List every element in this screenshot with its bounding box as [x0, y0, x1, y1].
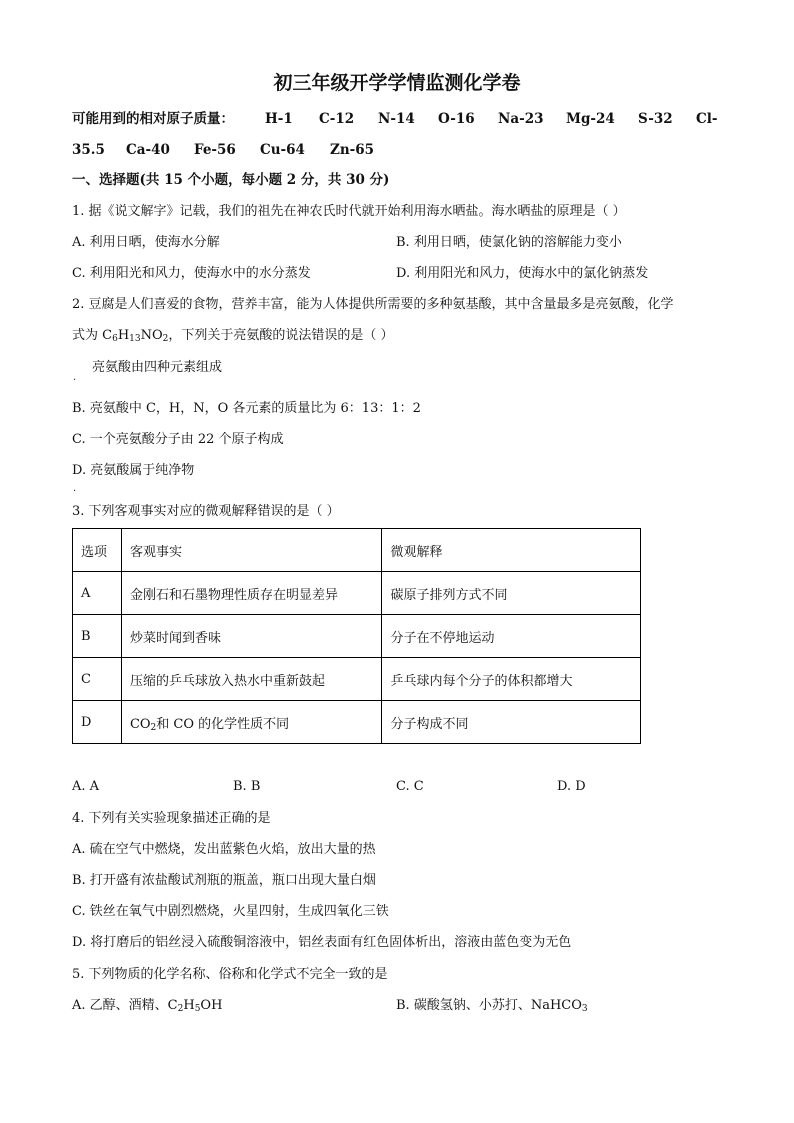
- question-4-option-a: A. 硫在空气中燃烧，发出蓝紫色火焰，放出大量的热: [72, 842, 376, 857]
- section-heading: 一、选择题(共 15 个小题，每小题 2 分，共 30 分): [72, 172, 390, 188]
- atomic-mass-item: S-32: [638, 111, 673, 127]
- table-header-cell: 微观解释: [382, 529, 641, 572]
- table-header-cell: 客观事实: [121, 529, 382, 572]
- question-4-option-d: D. 将打磨后的铝丝浸入硫酸铜溶液中，铝丝表面有红色固体析出，溶液由蓝色变为无色: [72, 935, 572, 950]
- table-row: [73, 701, 641, 744]
- table-cell-fact: 炒菜时闻到香味: [121, 615, 382, 658]
- formula-text: CO: [129, 716, 151, 732]
- formula-text: H: [183, 998, 195, 1013]
- atomic-mass-item: Cl-: [696, 111, 718, 127]
- formula-text: OH: [200, 998, 223, 1013]
- subscript: 13: [129, 334, 141, 344]
- question-1-option-b: B. 利用日晒，使氯化钠的溶解能力变小: [396, 235, 622, 250]
- table-row: [73, 658, 641, 701]
- q2-formula: H: [117, 328, 130, 343]
- atomic-mass-item: Na-23: [498, 111, 544, 127]
- table-row: [73, 572, 641, 615]
- question-2-stem-line-1: 2. 豆腐是人们喜爱的食物，营养丰富，能为人体提供所需要的多种氨基酸，其中含量最多是亮氨酸，化学: [72, 297, 674, 312]
- question-1-stem: 1. 据《说文解字》记载，我们的祖先在神农氏时代就开始利用海水晒盐。海水晒盐的原理是（ ）: [72, 204, 626, 219]
- question-2-option-b: B. 亮氨酸中 C，H，N，O 各元素的质量比为 6：13：1：2: [72, 401, 421, 416]
- stray-period-mark: .: [73, 483, 77, 494]
- fact-text: 和 CO 的化学性质不同: [156, 716, 290, 732]
- table-cell-explanation: 分子在不停地运动: [382, 615, 641, 658]
- question-3-answer-c: C. C: [396, 779, 424, 794]
- question-2-option-c: C. 一个亮氨酸分子由 22 个原子构成: [72, 432, 284, 447]
- question-4-option-b: B. 打开盛有浓盐酸试剂瓶的瓶盖，瓶口出现大量白烟: [72, 873, 376, 888]
- q2-formula: NO: [140, 328, 163, 343]
- question-1-option-c: C. 利用阳光和风力，使海水中的水分蒸发: [72, 266, 311, 281]
- atomic-mass-item: 35.5: [72, 142, 105, 158]
- subscript: 5: [194, 1004, 201, 1014]
- question-3-answer-d: D. D: [557, 779, 586, 794]
- atomic-masses-line-2: [72, 141, 722, 159]
- stray-period-mark: .: [73, 372, 77, 383]
- table-cell-explanation: 碳原子排列方式不同: [382, 572, 641, 615]
- question-2-stem-line-2: [72, 327, 394, 345]
- table-cell-explanation: 乒乓球内每个分子的体积都增大: [382, 658, 641, 701]
- atomic-masses-label: 可能用到的相对原子质量：: [72, 111, 234, 127]
- atomic-masses-line-1: [72, 110, 722, 128]
- table-cell-option: B: [73, 615, 122, 658]
- question-4-stem: 4. 下列有关实验现象描述正确的是: [72, 811, 271, 826]
- subscript: 3: [581, 1004, 588, 1014]
- question-1-option-d: D. 利用阳光和风力，使海水中的氯化钠蒸发: [396, 266, 649, 281]
- question-4-option-c: C. 铁丝在氧气中剧烈燃烧，火星四射，生成四氧化三铁: [72, 904, 389, 919]
- question-3-answer-a: A. A: [72, 779, 100, 794]
- table-header-cell: 选项: [73, 529, 122, 572]
- atomic-mass-item: H-1: [265, 111, 293, 127]
- atomic-mass-item: Zn-65: [330, 142, 375, 158]
- question-2-option-a: 亮氨酸由四种元素组成: [92, 360, 223, 375]
- option-text: A. 乙醇、酒精、C: [72, 998, 178, 1013]
- table-cell-option: C: [73, 658, 122, 701]
- atomic-mass-item: Mg-24: [566, 111, 615, 127]
- atomic-mass-item: N-14: [378, 111, 415, 127]
- q2-text: ，下列关于亮氨酸的说法错误的是（ ）: [168, 328, 394, 343]
- subscript: 2: [162, 334, 169, 344]
- atomic-mass-item: O-16: [438, 111, 475, 127]
- question-2-option-d: D. 亮氨酸属于纯净物: [72, 463, 195, 478]
- atomic-mass-item: Fe-56: [194, 142, 236, 158]
- table-header-row: [73, 529, 641, 572]
- table-cell-explanation: 分子构成不同: [382, 701, 641, 744]
- table-cell-option: A: [73, 572, 122, 615]
- atomic-mass-item: Cu-64: [260, 142, 305, 158]
- question-3-table: [72, 528, 641, 744]
- table-cell-fact: 金刚石和石墨物理性质存在明显差异: [121, 572, 382, 615]
- table-row: [73, 615, 641, 658]
- q2-text: 式为 C: [72, 328, 113, 343]
- question-5-option-b: [396, 997, 588, 1015]
- question-3-answer-b: B. B: [233, 779, 261, 794]
- table-cell-fact: 压缩的乒乓球放入热水中重新鼓起: [121, 658, 382, 701]
- subscript: 2: [150, 722, 157, 733]
- question-1-option-a: A. 利用日晒，使海水分解: [72, 235, 220, 250]
- atomic-mass-item: Ca-40: [126, 142, 170, 158]
- subscript: 6: [112, 334, 118, 344]
- table-cell-option: D: [73, 701, 122, 744]
- option-text: B. 碳酸氢钠、小苏打、NaHCO: [396, 998, 582, 1013]
- atomic-mass-item: C-12: [319, 111, 355, 127]
- question-5-stem: 5. 下列物质的化学名称、俗称和化学式不完全一致的是: [72, 967, 388, 982]
- page-title: 初三年级开学学情监测化学卷: [273, 72, 521, 94]
- question-3-stem: 3. 下列客观事实对应的微观解释错误的是（ ）: [72, 504, 340, 519]
- question-5-option-a: [72, 997, 222, 1015]
- subscript: 2: [177, 1004, 184, 1014]
- table-cell-fact: [121, 701, 382, 744]
